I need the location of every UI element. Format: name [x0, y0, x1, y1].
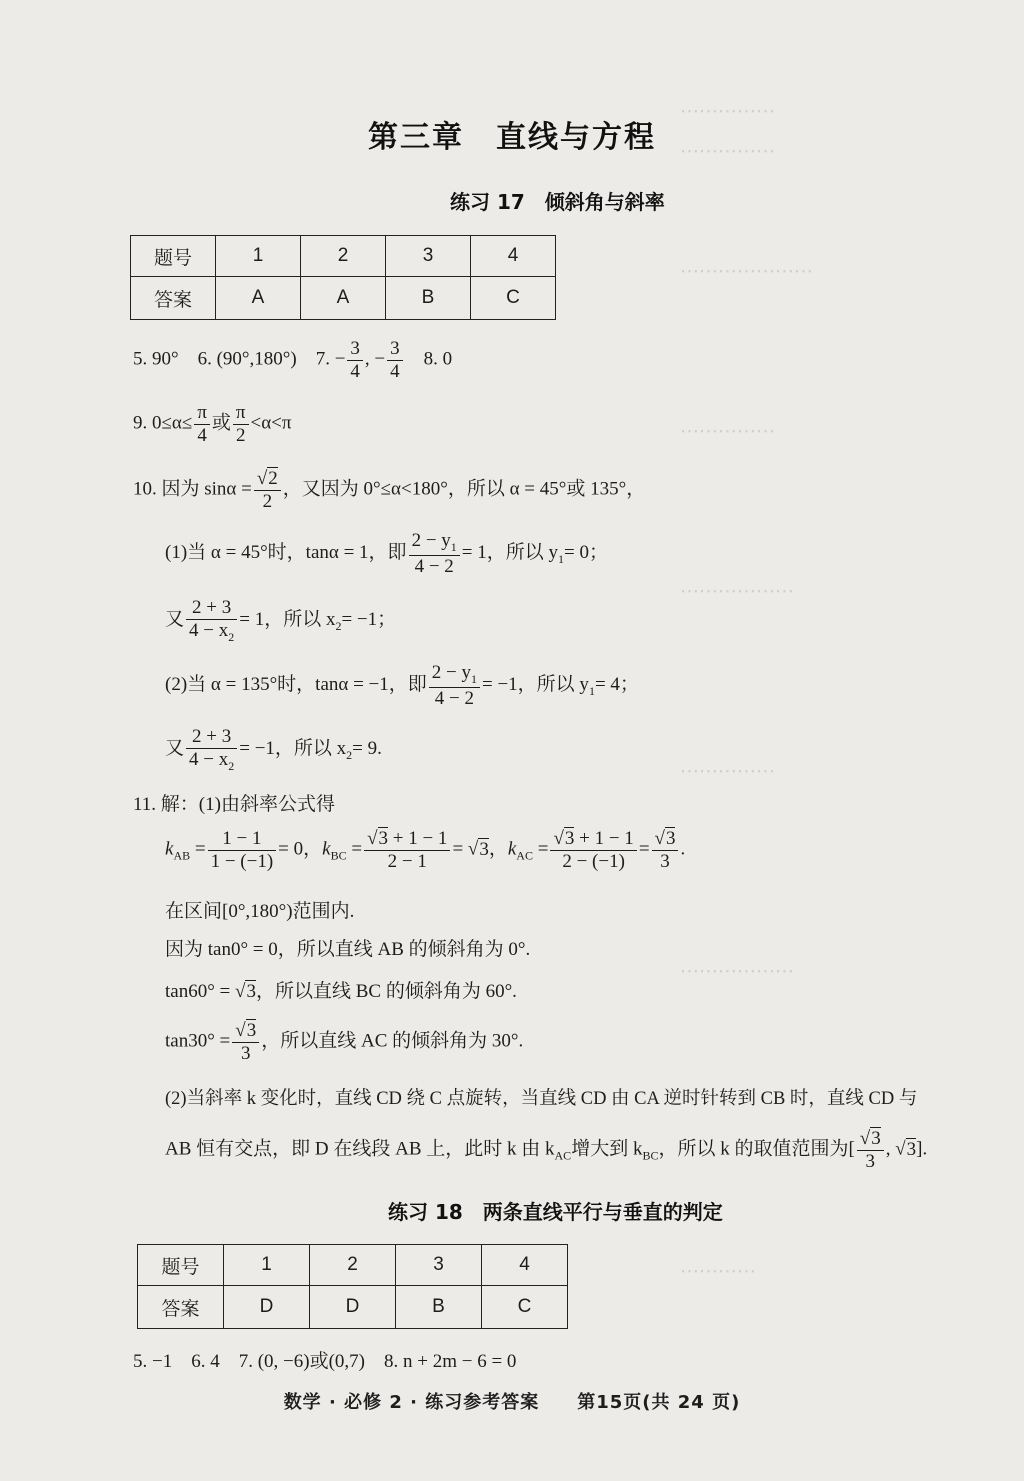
table-row	[131, 277, 556, 320]
answer-line-11-ab: 因为 tan0° = 0，所以直线 AB 的倾斜角为 0°.	[165, 939, 531, 960]
answer-line-11-2: (2)当斜率 k 变化时，直线 CD 绕 C 点旋转，当直线 CD 由 CA 逆时针转到 CB 时，直线 CD 与	[165, 1089, 918, 1109]
slope-formulas: $k_{AB}$ = $\frac{1 - 1}{1 - (-1)}$ = 0，$k_{BC}$ = $\frac{√3 + 1 - 1}{2 - 1}$ = √3，$k_{AC}$ = $\frac{√3 + 1 - 1}{2 - (-1)}$ = $\frac{√3}{3}$ .	[165, 828, 686, 872]
section-17-title: 练习 17 倾斜角与斜率	[450, 190, 665, 214]
table-row	[138, 1286, 568, 1329]
section-18-title: 练习 18 两条直线平行与垂直的判定	[388, 1200, 723, 1224]
answer-line-10-1-x: 又 $\frac{2 + 3}{4 - x_2}$ = 1，所以 $x_2= -1$；	[165, 597, 397, 644]
table-cell: 4	[471, 236, 556, 277]
table-cell: 答案	[131, 277, 216, 320]
answer-key-page: ⋯⋯⋯⋯⋯ ⋯⋯⋯⋯⋯ ⋯⋯⋯⋯⋯⋯⋯ ⋯⋯⋯⋯⋯ ⋯⋯⋯⋯⋯⋯ ⋯⋯⋯⋯⋯ ⋯⋯⋯⋯⋯⋯ ⋯⋯⋯⋯ 第三章 直线与方程 练习 17 倾斜角与斜率 题号 1 2 3 4 答案 A A B C 5. 90° 6. (90°,180°) 7. − $\frac{3}{4}$ , − $\frac{3}{4}$ 8. 0 9. 0≤α≤ $\frac{\pi}{4}$ 或 $\frac{\pi}{2}$ <α<π 10. 因为 sinα = $\frac{√2}{2}$ ，又因为 0°≤α<180°，所以 α = 45°或 135°， (1)当 α = 45°时，tanα = 1，即 $\frac{2 - y_1}{4 - 2}$ = 1，所以 $y_1= 0$； 又 $\frac{2 + 3}{4 - x_2}$ = 1，所以 $x_2= -1$； (2)当 α = 135°时，tanα = −1，即 $\frac{2 - y_1}{4 - 2}$ = −1，所以 $y_1= 4$； 又 $\frac{2 + 3}{4 - x_2}$ = −1，所以 $x_2= 9$. 11. 解：(1)由斜率公式得 $k_{AB}$ = $\frac{1 - 1}{1 - (-1)}$ = 0，$k_{BC}$ = $\frac{√3 + 1 - 1}{2 - 1}$ = √3，$k_{AC}$ = $\frac{√3 + 1 - 1}{2 - (-1)}$ = $\frac{√3}{3}$ . 在区间[0°,180°)范围内. 因为 tan0° = 0，所以直线 AB 的倾斜角为 0°. tan60° = √3，所以直线 BC 的倾斜角为 60°. tan30° = $\frac{√3}{3}$ ，所以直线 AC 的倾斜角为 30°. (2)当斜率 k 变化时，直线 CD 绕 C 点旋转，当直线 CD 由 CA 逆时针转到 CB 时，直线 CD 与 AB 恒有交点，即 D 在线段 AB 上，此时 k 由 $k_{AC}$增大到 $k_{BC}$，所以 k 的取值范围为[ $\frac{√3}{3}$ , √3]. 练习 18 两条直线平行与垂直的判定 题号 1 2 3 4 答案 D D B C 5. −1 6. 4 7. (0, −6)或(0,7) 8. n + 2m − 6 = 0 数学 · 必修 2 · 练习参考答案 第15页(共 24 页)	[0, 0, 1024, 1481]
table-cell: 4	[482, 1245, 568, 1286]
answer-line-11: 11. 解：(1)由斜率公式得	[133, 794, 335, 815]
table-cell: 1	[224, 1245, 310, 1286]
answer-line-10-2: (2)当 α = 135°时，tanα = −1，即 $\frac{2 - y_1}{4 - 2}$ = −1，所以 $y_1= 4$；	[165, 662, 639, 709]
answer-line-10-1: (1)当 α = 45°时，tanα = 1，即 $\frac{2 - y_1}{4 - 2}$ = 1，所以 $y_1= 0$；	[165, 530, 608, 577]
answer-line-9: 9. 0≤α≤ $\frac{\pi}{4}$ 或 $\frac{\pi}{2}$ <α<π	[133, 402, 292, 446]
table-cell: 题号	[131, 236, 216, 277]
table-cell: C	[471, 277, 556, 320]
table-cell: A	[301, 277, 386, 320]
table-cell: A	[216, 277, 301, 320]
answer-line-11-2-range: AB 恒有交点，即 D 在线段 AB 上，此时 k 由 $k_{AC}$增大到 $k_{BC}$，所以 k 的取值范围为[ $\frac{√3}{3}$ , √3].	[165, 1128, 928, 1172]
table-cell: 答案	[138, 1286, 224, 1329]
answer-line-10: 10. 因为 sinα = $\frac{√2}{2}$ ，又因为 0°≤α<180°，所以 α = 45°或 135°，	[133, 468, 646, 512]
answer-line-18-5-8: 5. −1 6. 4 7. (0, −6)或(0,7) 8. n + 2m − 6 = 0	[133, 1351, 517, 1372]
table-cell: 2	[310, 1245, 396, 1286]
page-footer: 数学 · 必修 2 · 练习参考答案 第15页(共 24 页)	[283, 1392, 741, 1413]
table-cell: B	[396, 1286, 482, 1329]
answer-table-17	[130, 235, 556, 320]
table-cell: D	[310, 1286, 396, 1329]
table-cell: 题号	[138, 1245, 224, 1286]
table-cell: B	[386, 277, 471, 320]
table-cell: 3	[386, 236, 471, 277]
table-cell: 2	[301, 236, 386, 277]
table-row	[131, 236, 556, 277]
table-cell: D	[224, 1286, 310, 1329]
table-cell: 3	[396, 1245, 482, 1286]
answer-line-11-ac: tan30° = $\frac{√3}{3}$ ，所以直线 AC 的倾斜角为 30°.	[165, 1020, 524, 1064]
answer-line-10-2-x: 又 $\frac{2 + 3}{4 - x_2}$ = −1，所以 $x_2= 9$.	[165, 726, 382, 773]
answer-line-11-range: 在区间[0°,180°)范围内.	[165, 901, 355, 922]
table-cell: 1	[216, 236, 301, 277]
answer-table-18	[137, 1244, 568, 1329]
answer-line-5-8: 5. 90° 6. (90°,180°) 7. − $\frac{3}{4}$ , − $\frac{3}{4}$ 8. 0	[133, 338, 453, 382]
table-cell: C	[482, 1286, 568, 1329]
answer-line-11-bc: tan60° = √3，所以直线 BC 的倾斜角为 60°.	[165, 981, 517, 1002]
table-row	[138, 1245, 568, 1286]
chapter-title: 第三章 直线与方程	[368, 120, 656, 155]
